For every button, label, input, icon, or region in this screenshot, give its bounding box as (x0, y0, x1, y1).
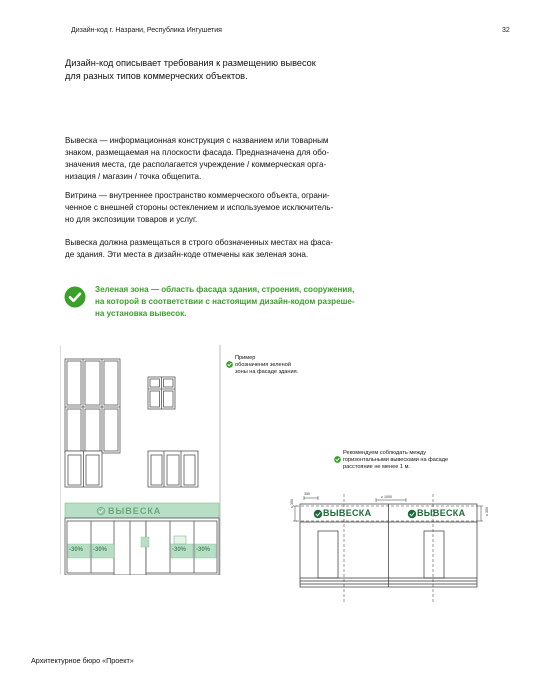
facade-sale-label-2: -30% (93, 547, 108, 553)
green-zone-definition (95, 284, 495, 320)
note-sign-spacing (343, 450, 493, 472)
facade-sign-text: ВЫВЕСКА (108, 506, 162, 516)
paragraph-line: де здания. Эти места в дизайн-коде отмечены как зеленая зона. (65, 249, 309, 259)
drawing-sign-text-right: ВЫВЕСКА (417, 508, 466, 518)
note-green-zone-example (235, 355, 345, 377)
note-line: Пример (235, 355, 256, 361)
intro-text (65, 57, 485, 82)
note-line: зоны на фасаде здания. (235, 369, 299, 376)
check-circle-icon (334, 450, 341, 457)
dimension-gap-label: ≥ 1000 (381, 495, 392, 499)
paragraph-placement (65, 237, 485, 261)
green-zone-line: на которой в соответствии с настоящим дизайн-кодом разреше- (95, 296, 355, 306)
paragraph-line: ченное с внешней стороны остеклением и используемое исключитель- (65, 202, 334, 212)
check-circle-icon (226, 355, 233, 362)
paragraph-signboard-definition (65, 135, 485, 183)
facade-illustration (60, 345, 225, 575)
paragraph-line: низация / магазин / точка общепита. (65, 171, 202, 181)
footer-text: Архитектурное бюро «Проект» (31, 656, 134, 665)
note-line: обозначения зеленой (235, 362, 291, 369)
dimension-height-right-label: ≤ 350 (485, 507, 489, 516)
facade-sale-label-4: -30% (196, 547, 211, 553)
paragraph-line: значения места, где располагается учреждение / коммерческая орга- (65, 159, 327, 169)
paragraph-line: знаком, размещаемая на плоскости фасада. Предназначена для обо- (65, 147, 330, 157)
drawing-sign-text-left: ВЫВЕСКА (323, 508, 372, 518)
facade-sale-label-1: -30% (69, 547, 84, 553)
green-zone-line: на установка вывесок. (95, 308, 187, 318)
document-header-title: Дизайн-код г. Назрани, Республика Ингушетия (71, 27, 222, 34)
page-number: 32 (502, 27, 510, 34)
note-line: горизонтальными вывесками на фасаде (343, 457, 449, 464)
paragraph-line: Вывеска — информационная конструкция с названием или товарным (65, 136, 329, 145)
green-zone-line: Зеленая зона — область фасада здания, строения, сооружения, (95, 285, 355, 294)
intro-line: Дизайн-код описывает требования к размещению вывесок (65, 58, 316, 68)
dimension-height-left-label: ≤ 350 (290, 499, 294, 508)
paragraph-line: но для экспозиции товаров и услуг. (65, 214, 198, 224)
check-circle-icon (64, 286, 86, 308)
dimension-left-label: 350 (304, 492, 310, 496)
paragraph-line: Вывеска должна размещаться в строго обозначенных местах на фаса- (65, 238, 333, 247)
note-line: расстояние не менее 1 м. (343, 464, 410, 471)
paragraph-showcase-definition (65, 190, 485, 226)
note-line: Рекомендуем соблюдать между (343, 450, 427, 456)
facade-sale-label-3: -30% (172, 547, 187, 553)
intro-line: для разных типов коммерческих объектов. (65, 70, 248, 81)
paragraph-line: Витрина — внутреннее пространство коммерческого объекта, ограни- (65, 191, 330, 200)
